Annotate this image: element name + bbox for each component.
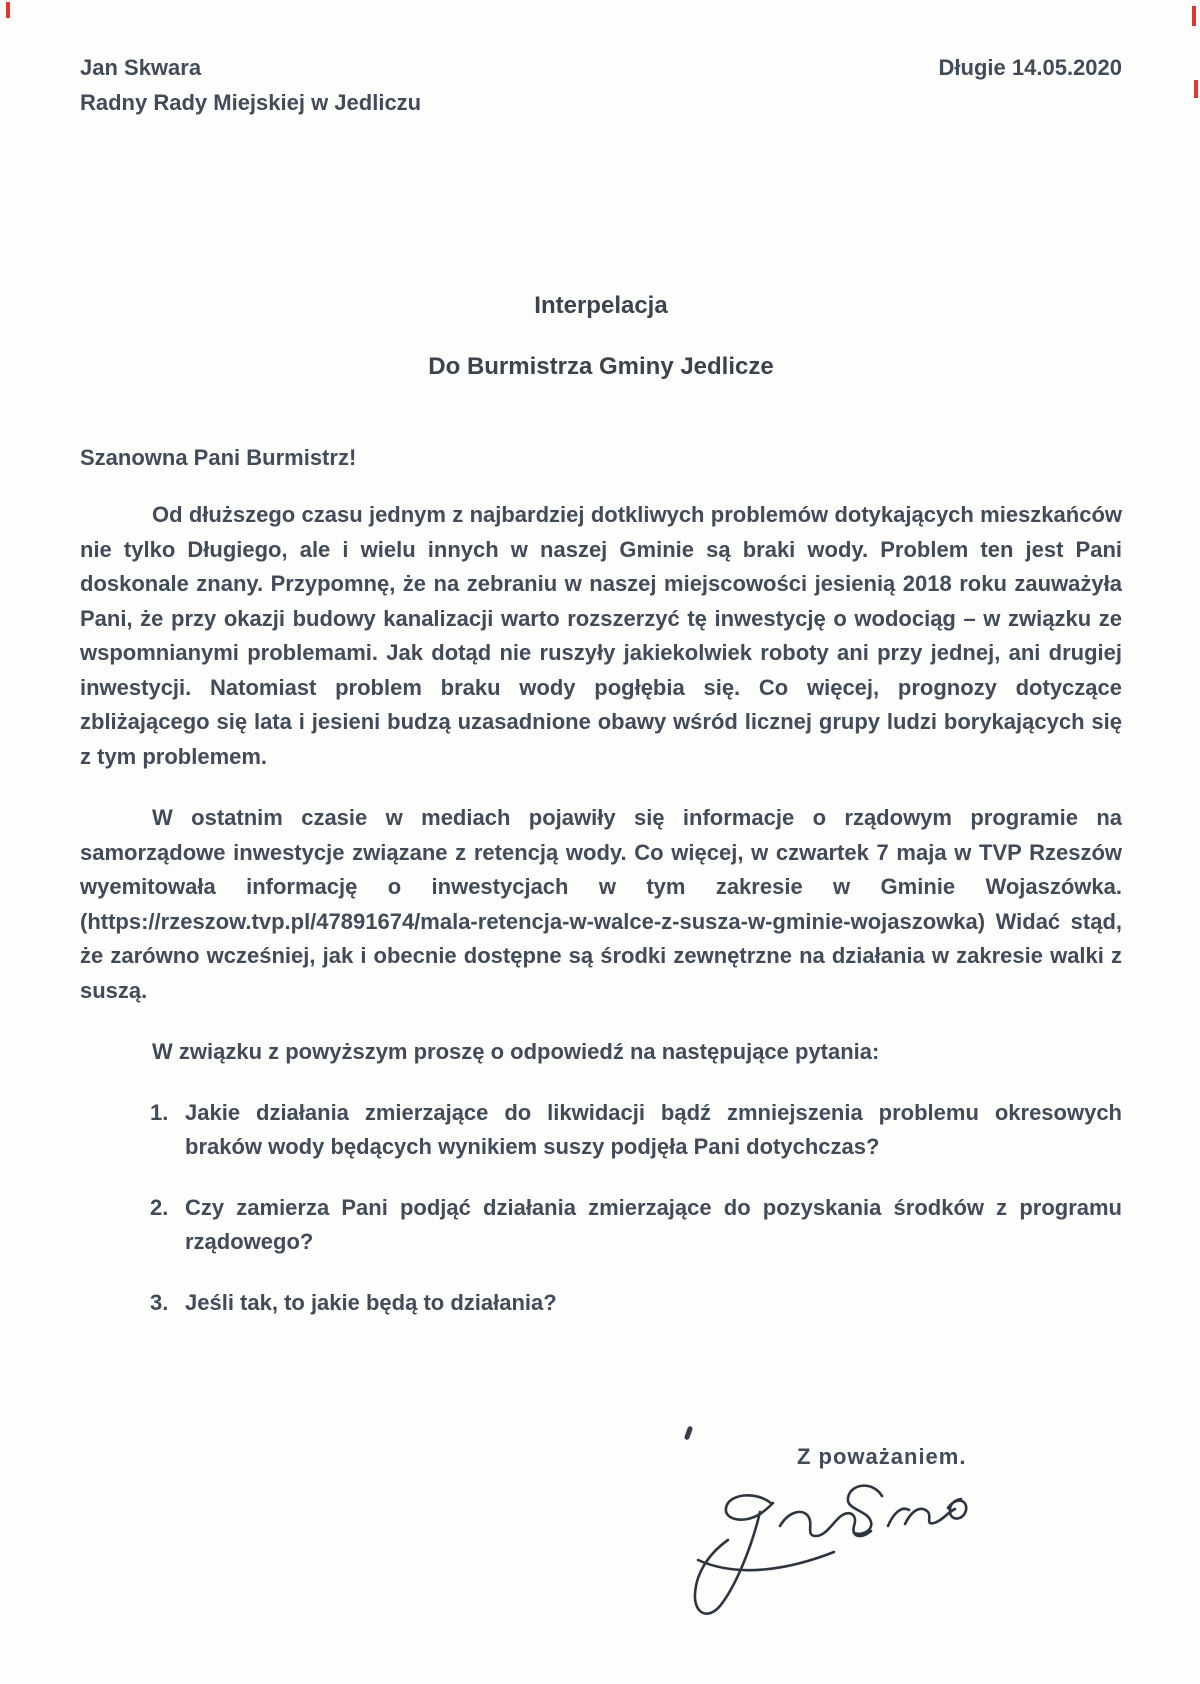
letter-title-block — [80, 292, 1122, 381]
place-and-date: Długie 14.05.2020 — [938, 55, 1122, 80]
scan-artifact-red-mark — [6, 2, 10, 18]
pen-stroke-artifact — [684, 1426, 693, 1441]
handwritten-signature — [630, 1462, 980, 1642]
document-type-title: Interpelacja — [534, 292, 668, 319]
valediction: Z poważaniem. — [797, 1444, 967, 1469]
sender-title: Radny Rady Miejskiej w Jedliczu — [80, 90, 422, 115]
addressee-title: Do Burmistrza Gminy Jedlicze — [428, 353, 774, 380]
question-text: Jeśli tak, to jakie będą to działania? — [185, 1289, 557, 1315]
question-number: 2. — [150, 1194, 169, 1220]
question-item — [80, 1191, 1122, 1260]
body-paragraph-1: Od dłuższego czasu jednym z najbardziej dotkliwych problemów dotykających mieszkańców nie tylko Długiego, ale i wielu innych w naszej Gminie są braki wody. Problem ten jest Pani doskonale znany. Przypomnę, że na zebraniu w naszej miejscowości jesienią 2018 roku zauważyła Pani, że przy okazji budowy kanalizacji warto rozszerzyć tę inwestycję o wodociąg – w związku ze wspomnianymi problemami. Jak dotąd nie ruszyły jakiekolwiek roboty ani przy jednej, ani drugiej inwestycji. Natomiast problem braku wody pogłębia się. Co więcej, prognozy dotyczące zbliżającego się lata i jesieni budzą uzasadnione obawy wśród licznej grupy ludzi borykających się z tym problemem. — [80, 502, 1122, 769]
scan-artifact-red-mark — [1194, 80, 1198, 98]
questions-intro: W związku z powyższym proszę o odpowiedź na następujące pytania: — [152, 1039, 880, 1064]
sender-name: Jan Skwara — [80, 55, 202, 80]
salutation: Szanowna Pani Burmistrz! — [80, 445, 357, 470]
body-paragraph-2: W ostatnim czasie w mediach pojawiły się informacje o rządowym programie na samorządowe inwestycje związane z retencją wody. Co więcej, w czwartek 7 maja w TVP Rzeszów wyemitowała informację o inwestycjach w tym zakresie w Gminie Wojaszówka. (https://rzeszow.tvp.pl/47891674/mala-retencja-w-walce-z-susza-w-gminie-wojaszowka) Widać stąd, że zarówno wcześniej, jak i obecnie dostępne są środki zewnętrzne na działania w zakresie walki z suszą. — [80, 805, 1122, 1003]
sender-block — [80, 50, 421, 120]
question-text: Jakie działania zmierzające do likwidacji bądź zmniejszenia problemu okresowych braków wody będących wynikiem suszy podjęła Pani dotychczas? — [185, 1099, 1122, 1159]
question-item — [80, 1096, 1122, 1165]
letter-header — [80, 50, 1122, 120]
questions-list — [80, 1096, 1122, 1321]
question-text: Czy zamierza Pani podjąć działania zmierzające do pozyskania środków z programu rządowego? — [185, 1194, 1122, 1254]
scan-artifact-red-mark — [1192, 6, 1196, 26]
question-number: 1. — [150, 1099, 169, 1125]
question-number: 3. — [150, 1289, 169, 1315]
question-item — [80, 1286, 1122, 1321]
